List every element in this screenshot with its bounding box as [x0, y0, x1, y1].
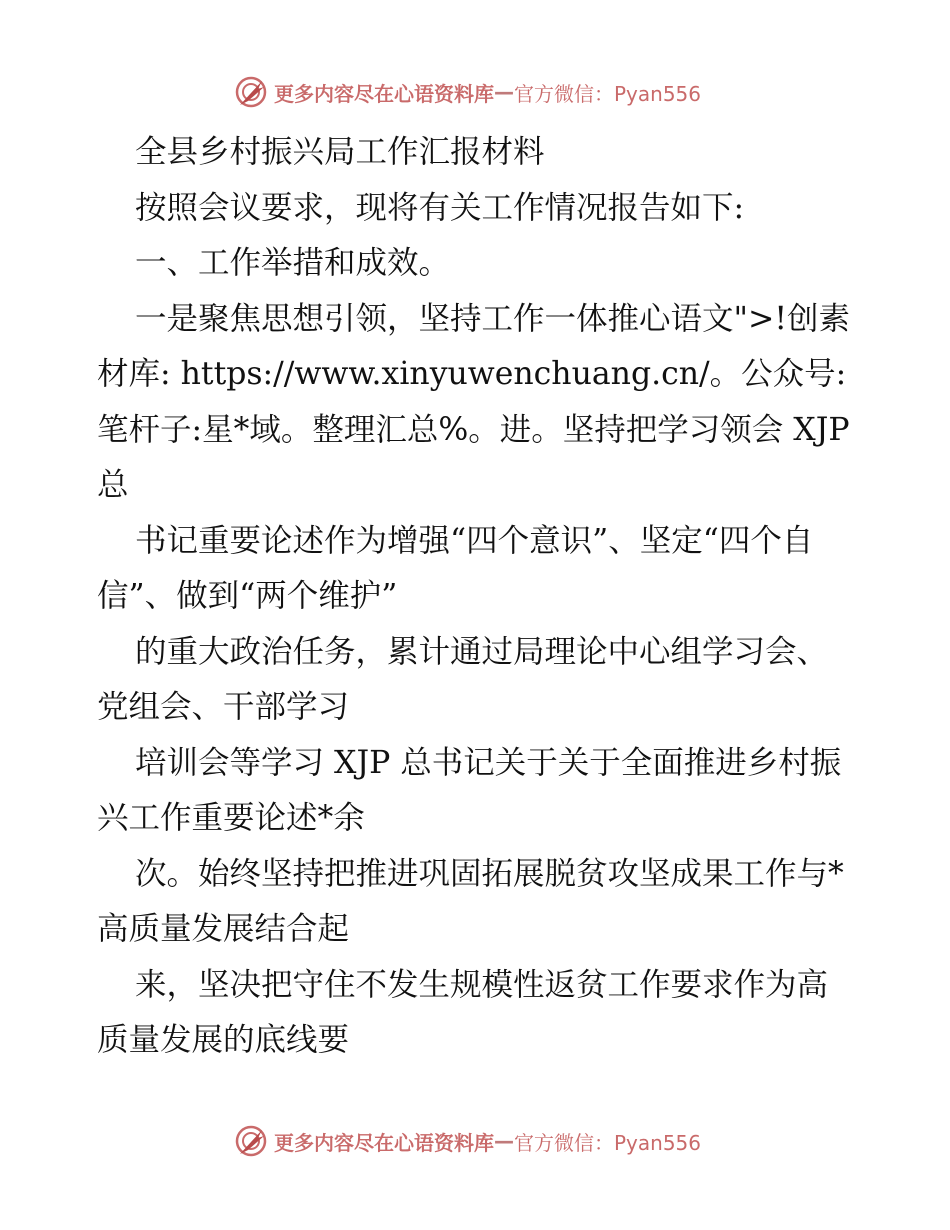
document-body: [97, 125, 857, 1069]
watermark-separator: —: [494, 80, 514, 104]
paragraph: 一是聚焦思想引领，坚持工作一体推心语文">!创素材库: https://www.xinyuwenchuang.cn/。公众号: 笔杆子:星*域。整理汇总%。进。坚持把学习领会 XJP 总: [97, 300, 851, 503]
paragraph: 培训会等学习 XJP 总书记关于关于全面推进乡村振兴工作重要论述*余: [97, 744, 842, 836]
paragraph: 次。始终坚持把推进巩固拓展脱贫攻坚成果工作与*高质量发展结合起: [97, 855, 844, 947]
section-heading-1: 一、工作举措和成效。: [135, 245, 451, 281]
watermark-separator: —: [494, 1129, 514, 1153]
watermark-brand: 更多内容尽在心语资料库: [274, 1130, 494, 1155]
paragraph-intro: 按照会议要求，现将有关工作情况报告如下:: [135, 189, 745, 226]
paragraph: 的重大政治任务，累计通过局理论中心组学习会、党组会、干部学习: [97, 633, 829, 725]
watermark-contact: 官方微信：Pyan556: [514, 81, 702, 106]
quill-logo-icon: [234, 75, 268, 109]
document-title: 全县乡村振兴局工作汇报材料: [135, 134, 545, 170]
watermark-contact: 官方微信：Pyan556: [514, 1130, 702, 1155]
watermark-brand: 更多内容尽在心语资料库: [274, 81, 494, 106]
paragraph: 书记重要论述作为增强“四个意识”、坚定“四个自信”、做到“两个维护”: [97, 522, 814, 614]
header-watermark: [234, 72, 701, 112]
paragraph: 来，坚决把守住不发生规模性返贫工作要求作为高质量发展的底线要: [97, 966, 829, 1058]
quill-logo-icon: [234, 1124, 268, 1158]
footer-watermark: [234, 1121, 701, 1161]
